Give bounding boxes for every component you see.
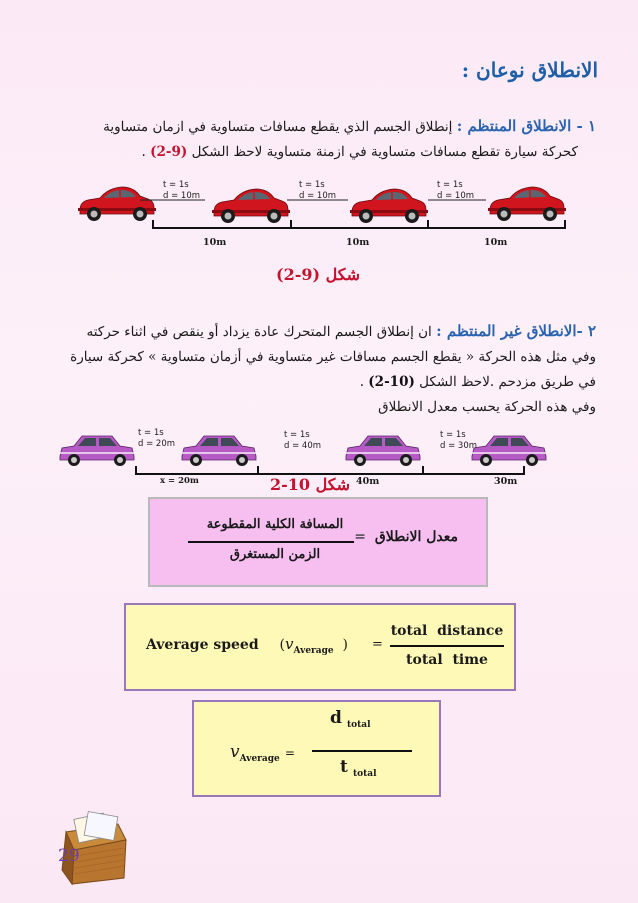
interval-label: [437, 180, 474, 202]
formula-english-numerator: total distance: [390, 623, 504, 639]
fraction-bar: [188, 541, 354, 543]
equals-sign: =: [354, 529, 366, 545]
distance-label: d = 40m: [284, 441, 322, 451]
time-label: t = 1s: [163, 180, 189, 190]
page-title: الانطلاق نوعان :: [461, 58, 598, 82]
section2-paragraph: [36, 319, 596, 420]
interval-label: [440, 430, 477, 452]
average-speed-label: Average speed: [146, 637, 259, 653]
formula-symbolic-lhs: [230, 742, 295, 764]
car-icon: [182, 436, 256, 466]
section2-line1: [36, 319, 596, 345]
figure1-caption: [276, 265, 360, 284]
distance-label: d = 30m: [440, 441, 478, 451]
equals-sign: =: [284, 746, 295, 760]
velocity-subscript: Average: [293, 645, 334, 656]
page-number-badge: [52, 810, 132, 890]
average-speed-arabic: معدل الانطلاق: [374, 529, 458, 545]
car-icon: [60, 436, 134, 466]
formula-arabic-denominator: الزمن المستغرق: [229, 547, 321, 562]
velocity-symbol: v: [284, 635, 294, 653]
figure-ref: (2-10): [368, 374, 415, 390]
car-icon: [78, 187, 156, 221]
formula-symbolic-denominator: [340, 757, 377, 779]
numerator-subscript: total: [346, 720, 371, 731]
equals-sign: =: [372, 637, 383, 652]
section1-text2: كحركة سيارة تقطع مسافات متساوية في ازمنة متساوية لاحظ الشكل: [191, 144, 578, 160]
formula-symbolic-box: [192, 700, 441, 797]
section1-paragraph: [36, 114, 596, 165]
fraction-bar: [312, 750, 412, 752]
car-icon: [350, 189, 428, 223]
section2-heading: ٢ -الانطلاق غير المنتظم :: [436, 322, 596, 340]
distance-label: d = 20m: [138, 439, 176, 449]
span-label: 10m: [203, 237, 227, 248]
denominator-subscript: total: [352, 769, 377, 780]
figure-uniform-motion: [0, 170, 638, 280]
time-label: t = 1s: [284, 430, 310, 440]
time-label: t = 1s: [440, 430, 466, 440]
caption-ref: 2-10: [270, 475, 311, 494]
velocity-symbol: v: [230, 742, 240, 762]
span-label: 40m: [356, 476, 380, 487]
formula-arabic-box: [148, 497, 488, 587]
time-symbol: t: [340, 757, 348, 777]
figure-ref: (2-9): [150, 144, 188, 160]
span-label: 30m: [494, 476, 518, 487]
interval-label: [138, 428, 175, 450]
distance-symbol: d: [330, 708, 342, 728]
page-number: 29: [58, 846, 80, 866]
paren-open: (: [279, 637, 285, 653]
distance-label: d = 10m: [163, 191, 201, 201]
section1-line1: [36, 114, 596, 140]
caption-word: شكل: [325, 265, 360, 284]
period: .: [359, 374, 364, 390]
velocity-subscript: Average: [239, 754, 280, 765]
interval-label: [163, 180, 200, 202]
distance-label: d = 10m: [437, 191, 475, 201]
formula-english-denominator: total time: [406, 652, 488, 668]
interval-label: [284, 430, 321, 452]
fraction-bar: [390, 645, 504, 647]
span-label: x = 20m: [160, 476, 199, 486]
formula-arabic-numerator: المسافة الكلية المقطوعة: [206, 517, 344, 532]
span-label: 10m: [484, 237, 508, 248]
formula-symbolic-numerator: [330, 708, 371, 730]
time-label: t = 1s: [299, 180, 325, 190]
paren-close: ): [342, 637, 348, 653]
section1-text: إنطلاق الجسم الذي يقطع مسافات متساوية في ازمان متساوية: [103, 119, 453, 135]
section1-line2: [36, 140, 596, 165]
section2-line4: وفي هذه الحركة يحسب معدل الانطلاق: [378, 399, 596, 415]
section2-line3: [36, 370, 596, 395]
car-icon: [212, 189, 290, 223]
car-icon: [488, 187, 566, 221]
car-icon: [472, 436, 546, 466]
period: .: [141, 144, 146, 160]
span-label: 10m: [346, 237, 370, 248]
caption-ref: (2-9): [276, 265, 321, 284]
caption-word: شكل: [315, 475, 350, 494]
distance-label: d = 10m: [299, 191, 337, 201]
section2-text3: في طريق مزدحم .لاحظ الشكل: [419, 374, 596, 390]
time-label: t = 1s: [437, 180, 463, 190]
section2-line2: وفي مثل هذه الحركة « يقطع الجسم مسافات غير متساوية في أزمان متساوية » كحركة سيارة: [70, 349, 596, 365]
section1-heading: ١ - الانطلاق المنتظم :: [456, 117, 596, 135]
formula-english-label: [146, 635, 348, 656]
section2-text: ان إنطلاق الجسم المتحرك عادة يزداد أو ينقص في اثناء حركته: [86, 324, 432, 340]
figure2-caption: [270, 475, 350, 494]
time-label: t = 1s: [138, 428, 164, 438]
formula-english-box: [124, 603, 516, 691]
interval-label: [299, 180, 336, 202]
formula-arabic-label: [354, 529, 458, 545]
car-icon: [346, 436, 420, 466]
